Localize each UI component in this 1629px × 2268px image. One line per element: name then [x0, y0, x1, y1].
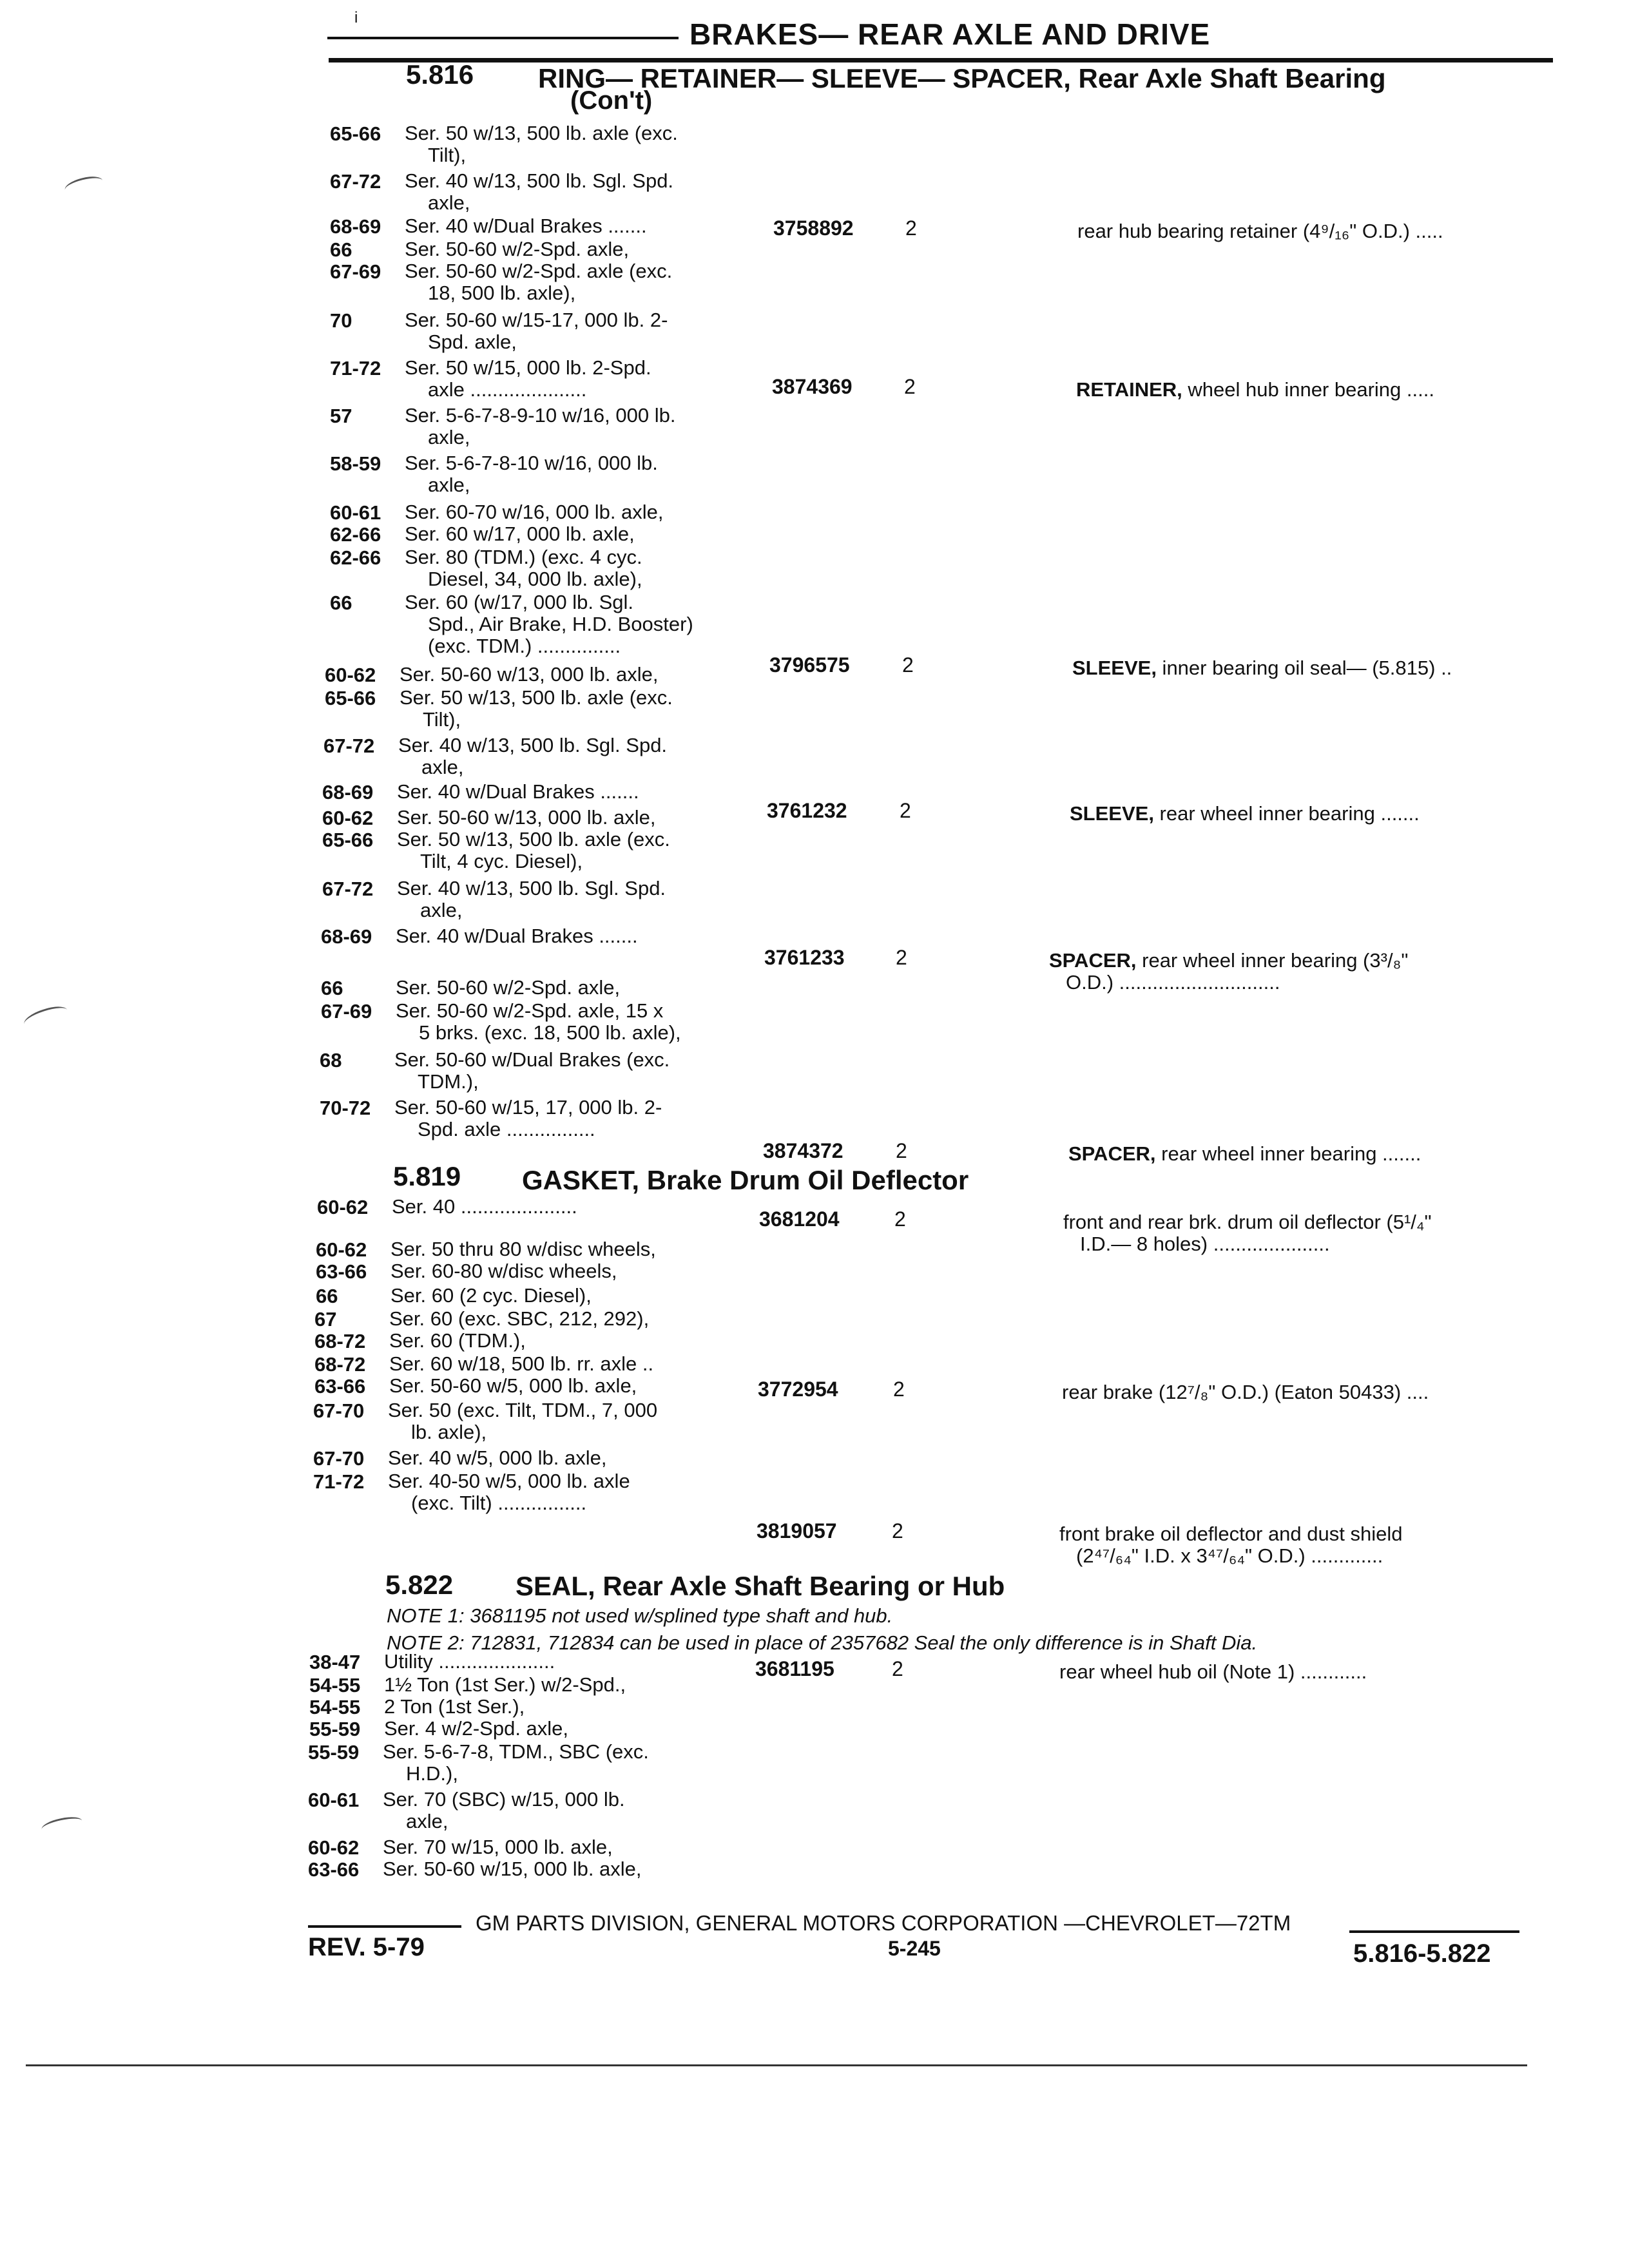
- model-year: 62-66: [330, 523, 381, 546]
- application-description: [389, 1353, 750, 1375]
- description-line: Ser. 40-50 w/5, 000 lb. axle: [388, 1470, 630, 1492]
- application-description: [383, 1741, 744, 1785]
- scan-mark: [22, 1003, 70, 1032]
- description-line: axle,: [406, 1810, 448, 1832]
- model-year: 65-66: [322, 829, 374, 851]
- part-name-keyword: SPACER,: [1068, 1142, 1156, 1165]
- header-rule: [329, 58, 1553, 62]
- application-description: [405, 591, 766, 657]
- footer-page-number: 5-245: [888, 1937, 941, 1960]
- description-line: Ser. 70 (SBC) w/15, 000 lb.: [383, 1788, 625, 1811]
- model-year: 38-47: [309, 1651, 361, 1673]
- description-line: Ser. 60 (TDM.),: [389, 1329, 526, 1352]
- description-line: Spd. axle ................: [418, 1118, 595, 1140]
- quantity: 2: [904, 375, 916, 398]
- model-year: 54-55: [309, 1674, 361, 1696]
- description-line: Ser. 60 (w/17, 000 lb. Sgl.: [405, 591, 633, 613]
- footer-rule-right: [1349, 1930, 1519, 1933]
- section-number: 5.816: [406, 59, 474, 90]
- application-description: [388, 1447, 749, 1469]
- application-description: [400, 687, 760, 731]
- quantity: 2: [892, 1657, 903, 1680]
- part-name-line: front brake oil deflector and dust shield: [1059, 1523, 1403, 1545]
- part-number: 3874372: [763, 1139, 843, 1162]
- description-line: Ser. 50-60 w/Dual Brakes (exc.: [394, 1048, 670, 1071]
- application-description: [394, 1049, 755, 1093]
- model-year: 66: [321, 977, 343, 999]
- model-year: 67-69: [321, 1000, 372, 1023]
- part-name: [1072, 657, 1452, 679]
- application-description: [390, 1260, 751, 1282]
- section-subtitle: (Con't): [570, 86, 653, 115]
- part-name: [1049, 950, 1408, 994]
- scan-mark: [63, 173, 104, 197]
- description-line: Ser. 40 w/Dual Brakes .......: [396, 925, 638, 947]
- part-name-line: O.D.) .............................: [1066, 971, 1280, 994]
- part-number: 3772954: [758, 1378, 838, 1401]
- description-line: Ser. 60 w/17, 000 lb. axle,: [405, 523, 635, 545]
- application-description: [405, 309, 766, 353]
- part-number: 3761233: [764, 946, 845, 969]
- part-name-line: front and rear brk. drum oil deflector (5¹/₄": [1063, 1211, 1432, 1233]
- header-rule-left: [327, 37, 679, 39]
- description-line: Ser. 40 w/5, 000 lb. axle,: [388, 1446, 607, 1469]
- model-year: 63-66: [308, 1858, 360, 1881]
- description-line: Ser. 40 w/13, 500 lb. Sgl. Spd.: [397, 877, 666, 899]
- description-line: Ser. 50-60 w/15, 000 lb. axle,: [383, 1858, 642, 1880]
- model-year: 60-62: [322, 807, 374, 829]
- description-line: Ser. 5-6-7-8-10 w/16, 000 lb.: [405, 452, 658, 474]
- model-year: 60-62: [308, 1836, 360, 1859]
- part-name-text: wheel hub inner bearing .....: [1182, 378, 1434, 401]
- part-name-keyword: SLEEVE,: [1072, 657, 1157, 679]
- model-year: 68-72: [314, 1353, 366, 1376]
- description-line: Tilt),: [423, 708, 461, 731]
- description-line: Ser. 50-60 w/2-Spd. axle,: [396, 976, 621, 999]
- part-name-keyword: RETAINER,: [1076, 378, 1182, 401]
- description-line: Utility .....................: [384, 1650, 555, 1673]
- model-year: 60-61: [330, 501, 381, 524]
- model-year: 67-72: [323, 735, 375, 757]
- part-name-keyword: SPACER,: [1049, 949, 1137, 972]
- application-description: [389, 1330, 750, 1352]
- application-description: [384, 1674, 745, 1696]
- quantity: 2: [893, 1378, 905, 1401]
- footer-corporation: GM PARTS DIVISION, GENERAL MOTORS CORPORATION —CHEVROLET—72TM: [476, 1911, 1291, 1935]
- model-year: 55-59: [309, 1718, 361, 1740]
- application-description: [400, 664, 760, 686]
- application-description: [383, 1858, 744, 1880]
- part-number: 3761232: [767, 799, 847, 822]
- application-description: [405, 546, 766, 590]
- quantity: 2: [902, 653, 914, 677]
- section-title: GASKET, Brake Drum Oil Deflector: [522, 1165, 969, 1195]
- model-year: 60-61: [308, 1789, 360, 1811]
- model-year: 66: [330, 591, 352, 614]
- description-line: Ser. 40 w/Dual Brakes .......: [405, 215, 647, 237]
- application-description: [405, 170, 766, 214]
- description-line: Spd., Air Brake, H.D. Booster): [428, 613, 693, 635]
- footer-revision: REV. 5-79: [308, 1933, 425, 1961]
- model-year: 63-66: [316, 1260, 367, 1283]
- application-description: [384, 1696, 745, 1718]
- part-number: 3819057: [757, 1519, 837, 1542]
- description-line: axle,: [428, 474, 470, 496]
- part-name: [1059, 1523, 1402, 1567]
- model-year: 67-69: [330, 260, 381, 283]
- description-line: Ser. 50-60 w/15-17, 000 lb. 2-: [405, 309, 668, 331]
- model-year: 66: [316, 1285, 338, 1307]
- part-name: [1062, 1381, 1429, 1403]
- application-description: [405, 238, 766, 260]
- part-name-line: [1049, 950, 1408, 972]
- model-year: 67-72: [322, 878, 374, 900]
- footer-rule-left: [308, 1925, 461, 1928]
- description-line: axle,: [428, 191, 470, 214]
- quantity: 2: [894, 1207, 906, 1231]
- section-note: NOTE 1: 3681195 not used w/splined type shaft and hub.: [387, 1604, 893, 1627]
- description-line: Ser. 5-6-7-8-9-10 w/16, 000 lb.: [405, 404, 676, 427]
- application-description: [392, 1196, 753, 1218]
- scan-mark: [41, 1814, 84, 1836]
- description-line: 1½ Ton (1st Ser.) w/2-Spd.,: [384, 1673, 626, 1696]
- model-year: 67-70: [313, 1447, 365, 1470]
- part-name-text: rear wheel inner bearing .......: [1153, 802, 1420, 825]
- model-year: 70: [330, 309, 352, 332]
- description-line: axle,: [420, 899, 463, 921]
- part-name: [1070, 803, 1420, 825]
- application-description: [384, 1718, 745, 1740]
- model-year: 68-72: [314, 1330, 366, 1352]
- description-line: Ser. 60 w/18, 500 lb. rr. axle ..: [389, 1352, 654, 1375]
- section-number: 5.822: [385, 1570, 454, 1600]
- part-name-line: rear hub bearing retainer (4⁹/₁₆" O.D.) .....: [1077, 220, 1443, 242]
- quantity: 2: [905, 216, 917, 240]
- description-line: Ser. 50-60 w/13, 000 lb. axle,: [397, 806, 656, 829]
- application-description: [396, 925, 757, 947]
- model-year: 62-66: [330, 546, 381, 569]
- description-line: Ser. 50 (exc. Tilt, TDM., 7, 000: [388, 1399, 658, 1421]
- part-name-line: [1076, 379, 1434, 401]
- model-year: 67-72: [330, 170, 381, 193]
- part-name-text: rear wheel inner bearing .......: [1155, 1142, 1422, 1165]
- quantity: 2: [900, 799, 911, 822]
- part-name-line: rear brake (12⁷/₈" O.D.) (Eaton 50433) ....: [1062, 1381, 1429, 1403]
- part-name-keyword: SLEEVE,: [1070, 802, 1154, 825]
- part-name-line: [1072, 657, 1452, 679]
- quantity: 2: [896, 946, 907, 969]
- model-year: 57: [330, 405, 352, 427]
- model-year: 70-72: [320, 1097, 371, 1119]
- model-year: 67-70: [313, 1399, 365, 1422]
- part-name-line: [1068, 1143, 1421, 1165]
- description-line: Ser. 50 w/13, 500 lb. axle (exc.: [405, 122, 678, 144]
- model-year: 60-62: [316, 1238, 367, 1261]
- description-line: Ser. 60-70 w/16, 000 lb. axle,: [405, 501, 664, 523]
- application-description: [397, 829, 758, 872]
- application-description: [390, 1238, 751, 1260]
- description-line: 2 Ton (1st Ser.),: [384, 1695, 525, 1718]
- description-line: Ser. 80 (TDM.) (exc. 4 cyc.: [405, 546, 642, 568]
- model-year: 68-69: [322, 781, 374, 803]
- description-line: Ser. 50 w/15, 000 lb. 2-Spd.: [405, 356, 651, 379]
- section-title: SEAL, Rear Axle Shaft Bearing or Hub: [516, 1571, 1005, 1601]
- description-line: Ser. 40 w/Dual Brakes .......: [397, 780, 639, 803]
- description-line: lb. axle),: [411, 1421, 487, 1443]
- part-number: 3758892: [773, 216, 854, 240]
- part-number: 3874369: [772, 375, 853, 398]
- scan-edge-line: [26, 2064, 1527, 2066]
- application-description: [384, 1651, 745, 1673]
- description-line: Tilt),: [428, 144, 467, 166]
- description-line: 5 brks. (exc. 18, 500 lb. axle),: [419, 1021, 681, 1044]
- model-year: 68-69: [330, 215, 381, 238]
- application-description: [388, 1399, 749, 1443]
- description-line: Ser. 50 thru 80 w/disc wheels,: [390, 1238, 656, 1260]
- part-number: 3681195: [755, 1657, 834, 1680]
- description-line: Tilt, 4 cyc. Diesel),: [420, 850, 583, 872]
- description-line: Spd. axle,: [428, 331, 517, 353]
- model-year: 68: [320, 1049, 342, 1072]
- description-line: Ser. 40 .....................: [392, 1195, 577, 1218]
- description-line: Ser. 70 w/15, 000 lb. axle,: [383, 1836, 613, 1858]
- quantity: 2: [892, 1519, 903, 1542]
- description-line: Ser. 5-6-7-8, TDM., SBC (exc.: [383, 1740, 649, 1763]
- section-note: NOTE 2: 712831, 712834 can be used in place of 2357682 Seal the only difference is in Shaft Dia.: [387, 1631, 1258, 1654]
- part-name: [1068, 1143, 1421, 1165]
- part-number: 3681204: [759, 1207, 840, 1231]
- description-line: (exc. Tilt) ................: [411, 1492, 587, 1514]
- application-description: [389, 1375, 750, 1397]
- application-description: [390, 1285, 751, 1307]
- part-name-line: I.D.— 8 holes) .....................: [1080, 1233, 1330, 1255]
- part-name-line: [1070, 803, 1420, 825]
- application-description: [405, 260, 766, 304]
- model-year: 68-69: [321, 925, 372, 948]
- part-name-line: rear wheel hub oil (Note 1) ............: [1059, 1660, 1367, 1683]
- description-line: Ser. 50-60 w/5, 000 lb. axle,: [389, 1374, 637, 1397]
- model-year: 65-66: [330, 122, 381, 145]
- model-year: 60-62: [325, 664, 376, 686]
- section-title: RING— RETAINER— SLEEVE— SPACER, Rear Axle Shaft Bearing: [538, 63, 1386, 93]
- application-description: [388, 1470, 749, 1514]
- description-line: Ser. 50 w/13, 500 lb. axle (exc.: [400, 686, 673, 709]
- description-line: Ser. 50 w/13, 500 lb. axle (exc.: [397, 828, 670, 850]
- application-description: [405, 215, 766, 237]
- description-line: TDM.),: [418, 1070, 479, 1093]
- application-description: [405, 452, 766, 496]
- description-line: Ser. 40 w/13, 500 lb. Sgl. Spd.: [405, 169, 674, 192]
- model-year: 71-72: [313, 1470, 365, 1493]
- model-year: 55-59: [308, 1741, 360, 1763]
- application-description: [405, 405, 766, 448]
- part-name: [1059, 1661, 1367, 1683]
- description-line: Ser. 50-60 w/15, 17, 000 lb. 2-: [394, 1096, 662, 1119]
- application-description: [405, 501, 766, 523]
- application-description: [397, 878, 758, 921]
- description-line: Ser. 50-60 w/2-Spd. axle, 15 x: [396, 999, 664, 1022]
- part-name: [1077, 220, 1443, 242]
- description-line: Diesel, 34, 000 lb. axle),: [428, 568, 642, 590]
- model-year: 65-66: [325, 687, 376, 709]
- application-description: [396, 1000, 757, 1044]
- application-description: [383, 1836, 744, 1858]
- description-line: Ser. 50-60 w/2-Spd. axle,: [405, 238, 630, 260]
- application-description: [405, 122, 766, 166]
- application-description: [396, 977, 757, 999]
- model-year: 60-62: [317, 1196, 369, 1218]
- application-description: [398, 735, 759, 778]
- model-year: 58-59: [330, 452, 381, 475]
- description-line: (exc. TDM.) ...............: [428, 635, 621, 657]
- description-line: axle,: [428, 426, 470, 448]
- description-line: Ser. 50-60 w/2-Spd. axle (exc.: [405, 260, 673, 282]
- description-line: axle .....................: [428, 378, 587, 401]
- description-line: 18, 500 lb. axle),: [428, 282, 576, 304]
- page-mark: i: [354, 9, 358, 26]
- quantity: 2: [896, 1139, 907, 1162]
- model-year: 54-55: [309, 1696, 361, 1718]
- description-line: Ser. 4 w/2-Spd. axle,: [384, 1717, 569, 1740]
- application-description: [397, 781, 758, 803]
- description-line: axle,: [421, 756, 464, 778]
- part-name: [1063, 1211, 1432, 1255]
- application-description: [405, 357, 766, 401]
- description-line: Ser. 60 (exc. SBC, 212, 292),: [389, 1307, 650, 1330]
- application-description: [383, 1789, 744, 1832]
- model-year: 63-66: [314, 1375, 366, 1398]
- application-description: [394, 1097, 755, 1140]
- model-year: 67: [314, 1308, 337, 1331]
- application-description: [389, 1308, 750, 1330]
- part-name-text: rear wheel inner bearing (3³/₈": [1136, 949, 1409, 972]
- description-line: H.D.),: [406, 1762, 458, 1785]
- application-description: [405, 523, 766, 545]
- part-number: 3796575: [769, 653, 850, 677]
- footer-section-range: 5.816-5.822: [1353, 1939, 1491, 1968]
- part-name: [1076, 379, 1434, 401]
- section-number: 5.819: [393, 1161, 461, 1191]
- model-year: 71-72: [330, 357, 381, 380]
- part-name-line: (2⁴⁷/₆₄" I.D. x 3⁴⁷/₆₄" O.D.) .............: [1076, 1544, 1383, 1567]
- description-line: Ser. 40 w/13, 500 lb. Sgl. Spd.: [398, 734, 668, 756]
- part-name-text: inner bearing oil seal— (5.815) ..: [1156, 657, 1452, 679]
- application-description: [397, 807, 758, 829]
- description-line: Ser. 50-60 w/13, 000 lb. axle,: [400, 663, 659, 686]
- page-header-title: BRAKES— REAR AXLE AND DRIVE: [689, 17, 1211, 51]
- description-line: Ser. 60 (2 cyc. Diesel),: [390, 1284, 592, 1307]
- description-line: Ser. 60-80 w/disc wheels,: [390, 1260, 617, 1282]
- model-year: 66: [330, 238, 352, 261]
